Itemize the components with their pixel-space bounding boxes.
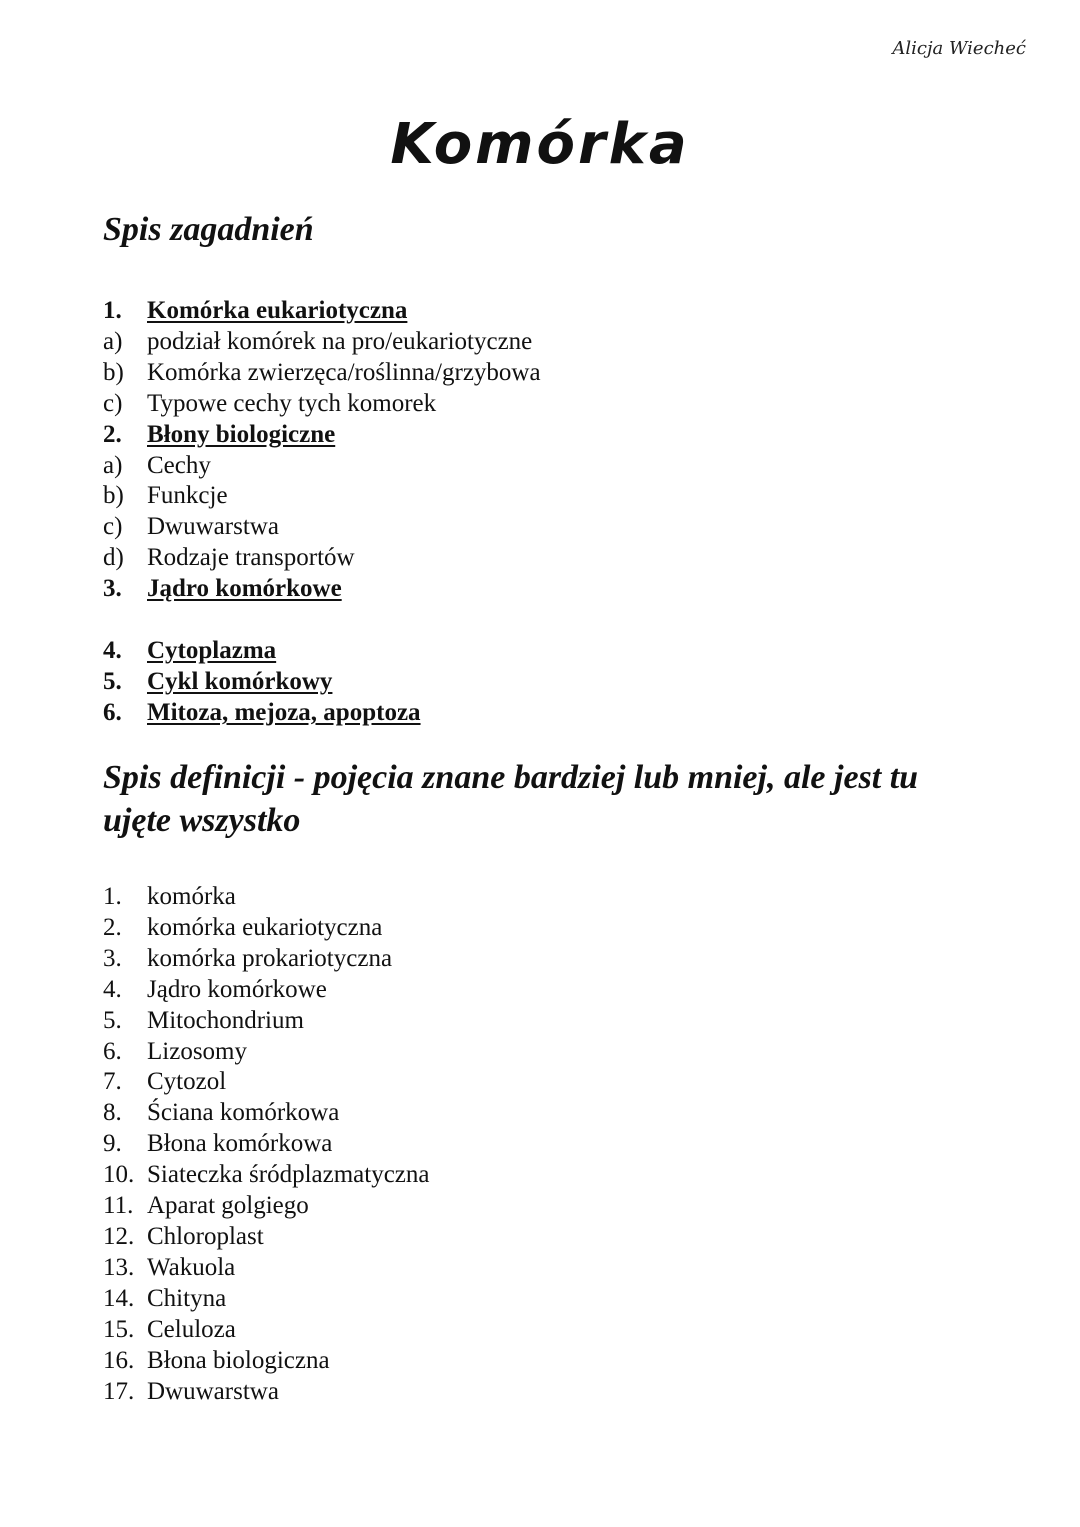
list-item-subtopic <box>103 543 1003 574</box>
list-item-text: Błony biologiczne <box>147 420 336 448</box>
topics-list <box>103 296 1003 729</box>
list-item-subtopic <box>103 512 1003 543</box>
list-marker: 11. <box>103 1192 134 1220</box>
list-item-text: Aparat golgiego <box>147 1192 309 1220</box>
topics-list-container <box>103 296 1003 729</box>
definition-item <box>103 1191 1003 1222</box>
definition-item <box>103 1253 1003 1284</box>
list-item-text: Cytoplazma <box>147 636 277 664</box>
definitions-heading <box>103 756 1003 842</box>
definition-item <box>103 1284 1003 1315</box>
list-marker: d) <box>103 544 124 572</box>
list-marker: 1. <box>103 883 122 910</box>
list-item-text: Typowe cechy tych komorek <box>147 389 437 417</box>
list-item-text: Komórka eukariotyczna <box>147 297 408 324</box>
list-item-text: Dwuwarstwa <box>147 1377 279 1405</box>
list-item-text: komórka <box>147 883 236 910</box>
list-item-text: Ściana komórkowa <box>147 1099 340 1127</box>
list-marker: b) <box>103 358 124 386</box>
list-item-text: Mitoza, mejoza, apoptoza <box>147 698 421 726</box>
list-marker: 17. <box>103 1377 135 1405</box>
list-item-text: Mitochondrium <box>147 1006 304 1034</box>
topics-heading: Spis zagadnień <box>103 211 314 248</box>
definition-item <box>103 1006 1003 1037</box>
list-item-text: Celuloza <box>147 1315 236 1343</box>
list-marker: 16. <box>103 1346 135 1374</box>
list-item-subtopic <box>103 327 1003 358</box>
list-marker: a) <box>103 451 123 479</box>
list-marker: c) <box>103 389 123 417</box>
definition-item <box>103 1377 1003 1408</box>
list-item-text: podział komórek na pro/eukariotyczne <box>147 327 533 355</box>
definition-item <box>103 1315 1003 1346</box>
list-marker: 12. <box>103 1222 135 1250</box>
list-item-subtopic <box>103 481 1003 512</box>
list-item-text: Błona biologiczna <box>147 1346 330 1374</box>
list-item-subtopic <box>103 389 1003 420</box>
definition-item <box>103 1160 1003 1191</box>
list-marker: 2. <box>103 420 122 448</box>
list-item-text: Rodzaje transportów <box>147 544 355 572</box>
list-marker: 6. <box>103 698 122 726</box>
list-marker: b) <box>103 482 124 510</box>
list-marker: 2. <box>103 913 122 941</box>
list-item-text: Chityna <box>147 1284 227 1312</box>
list-item-text: Komórka zwierzęca/roślinna/grzybowa <box>147 358 541 386</box>
list-marker: 1. <box>103 297 122 324</box>
list-item-topic <box>103 296 1003 327</box>
list-item-text: Cytozol <box>147 1068 227 1096</box>
list-item-topic <box>103 574 1003 605</box>
definition-item <box>103 1129 1003 1160</box>
list-item-text: Jądro komórkowe <box>147 975 327 1003</box>
list-marker: 9. <box>103 1130 122 1158</box>
list-marker: 4. <box>103 636 122 664</box>
list-marker: 5. <box>103 667 122 695</box>
list-marker: 3. <box>103 575 122 603</box>
list-item-topic <box>103 667 1003 698</box>
list-item-text: Cechy <box>147 451 211 479</box>
definition-item <box>103 1037 1003 1068</box>
list-marker: 3. <box>103 944 122 972</box>
definition-item <box>103 944 1003 975</box>
list-item-text: Lizosomy <box>147 1037 247 1065</box>
list-marker: 15. <box>103 1315 135 1343</box>
list-marker: c) <box>103 513 123 541</box>
list-marker: 8. <box>103 1099 122 1127</box>
list-spacer <box>103 605 1003 636</box>
definitions-list <box>103 882 1003 1407</box>
list-item-text: Błona komórkowa <box>147 1130 333 1158</box>
list-marker: 10. <box>103 1161 135 1189</box>
definitions-section <box>103 756 1003 842</box>
definitions-heading-line2: ujęte wszystko <box>103 802 301 839</box>
list-marker: 4. <box>103 975 122 1003</box>
list-item-topic <box>103 698 1003 729</box>
list-marker: a) <box>103 327 123 355</box>
list-item-text: komórka prokariotyczna <box>147 944 393 972</box>
definition-item <box>103 1222 1003 1253</box>
list-item-subtopic <box>103 451 1003 482</box>
list-marker: 6. <box>103 1037 122 1065</box>
list-item-text: komórka eukariotyczna <box>147 913 383 941</box>
definitions-heading-line1: Spis definicji - pojęcia znane bardziej lub mniej, ale jest tu <box>103 759 919 796</box>
page-title: Komórka <box>390 112 690 177</box>
topics-section <box>103 208 1003 251</box>
definition-item <box>103 1346 1003 1377</box>
definition-item <box>103 1098 1003 1129</box>
definition-item <box>103 882 1003 913</box>
list-marker: 14. <box>103 1284 135 1312</box>
list-marker: 7. <box>103 1068 122 1096</box>
list-item-text: Cykl komórkowy <box>147 667 333 695</box>
definition-item <box>103 1067 1003 1098</box>
definitions-list-container <box>103 882 1003 1407</box>
definition-item <box>103 913 1003 944</box>
list-item-text: Siateczka śródplazmatyczna <box>147 1161 430 1189</box>
list-item-text: Funkcje <box>147 482 228 510</box>
list-marker: 5. <box>103 1006 122 1034</box>
list-item-subtopic <box>103 358 1003 389</box>
definition-item <box>103 975 1003 1006</box>
list-item-topic <box>103 636 1003 667</box>
list-item-text: Wakuola <box>147 1253 236 1281</box>
list-item-topic <box>103 420 1003 451</box>
list-item-text: Jądro komórkowe <box>147 575 342 603</box>
list-item-text: Chloroplast <box>147 1222 264 1250</box>
list-marker: 13. <box>103 1253 135 1281</box>
list-item-text: Dwuwarstwa <box>147 513 279 541</box>
author-signature: Alicja Wiecheć <box>892 38 1026 59</box>
